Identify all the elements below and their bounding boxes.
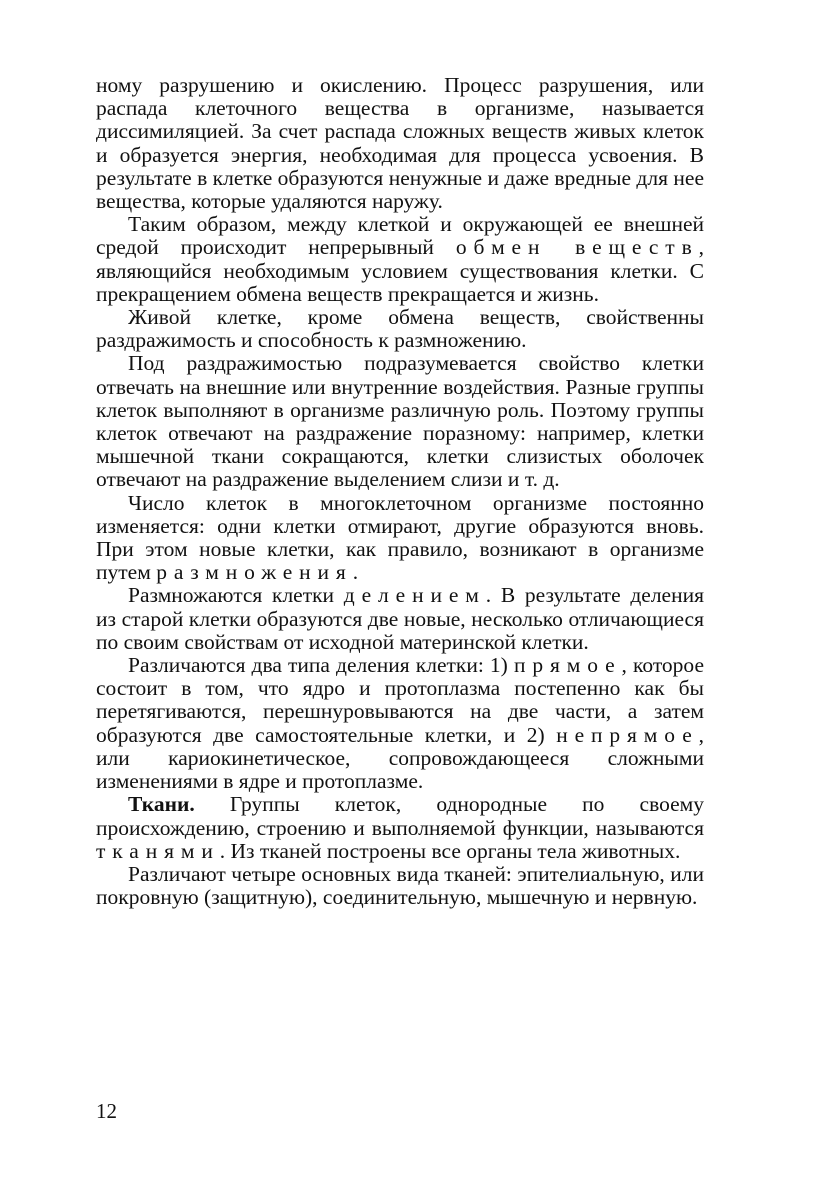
text-run: Под раздражимостью подразумевается свойство клетки отвечать на внешние или внутренние воздействия. Разные группы клеток выполняют в организме различную роль. Поэтому группы клеток отвечают на раздражение поразному: например, клетки мышечной ткани сокращаются, клетки слизистых оболочек отвечают на раздражение выделением слизи и т. д. [96, 351, 704, 492]
paragraph-p6 [96, 584, 704, 654]
paragraph-p4 [96, 352, 704, 491]
spaced-term: тканями [96, 838, 220, 863]
spaced-term: делением [343, 583, 486, 608]
text-run: , которое состоит в том, что ядро и протоплазма постепенно как бы перетягиваются, перешнуровываются на две части, а затем образуются две самостоятельные клетки, и 2) [96, 653, 704, 747]
text-run: Группы клеток, однородные по своему происхождению, строению и выполняемой функции, называются [96, 792, 704, 840]
paragraph-p2 [96, 213, 704, 306]
paragraph-p3 [96, 306, 704, 352]
text-run: . В результате деления из старой клетки образуются две новые, несколько отличающиеся по своим свойствам от исходной материнской клетки. [96, 583, 704, 654]
text-run: Различают четыре основных вида тканей: эпителиальную, или покровную (защитную), соединительную, мышечную и нервную. [96, 861, 704, 910]
paragraph-p1 [96, 74, 704, 213]
paragraph-p5 [96, 492, 704, 585]
text-run: . Из тканей построены все органы тела животных. [219, 838, 681, 863]
text-run: Различаются два типа деления клетки: 1) [128, 653, 514, 678]
spaced-term: непрямое [556, 722, 699, 747]
paragraph-p8 [96, 793, 704, 863]
paragraph-p9 [96, 863, 704, 909]
text-run: , являющийся необходимым условием существования клетки. С прекращением обмена веществ прекращается и жизнь. [96, 235, 704, 306]
spaced-term: прямое [513, 653, 622, 678]
body-text [96, 74, 704, 909]
spaced-term: размножения [156, 560, 353, 585]
text-run: , или кариокинетическое, сопровождающееся сложными изменениями в ядре и протоплазме. [96, 722, 704, 794]
text-run: . [352, 560, 359, 585]
text-run: ному разрушению и окислению. Процесс разрушения, или распада клеточного вещества в организме, называется диссимиляцией. За счет распада сложных веществ живых клеток и образуется энергия, необходимая для процесса усвоения. В результате в клетке образуются ненужные и даже вредные для нее вещества, которые удаляются наружу. [96, 73, 704, 214]
page-number: 12 [96, 1099, 117, 1123]
text-run: Живой клетке, кроме обмена веществ, свойственны раздражимость и способность к размножению. [96, 305, 704, 353]
paragraph-p7 [96, 654, 704, 793]
text-run: Размножаются клетки [128, 583, 344, 608]
section-heading: Ткани. [128, 792, 195, 817]
text-run: Число клеток в многоклеточном организме постоянно изменяется: одни клетки отмирают, другие образуются вновь. При этом новые клетки, как правило, возникают в организме путем [96, 490, 704, 585]
spaced-term: обмен веществ [455, 235, 699, 260]
text-run: Таким образом, между клеткой и окружающей ее внешней средой происходит непрерывный [96, 212, 704, 260]
